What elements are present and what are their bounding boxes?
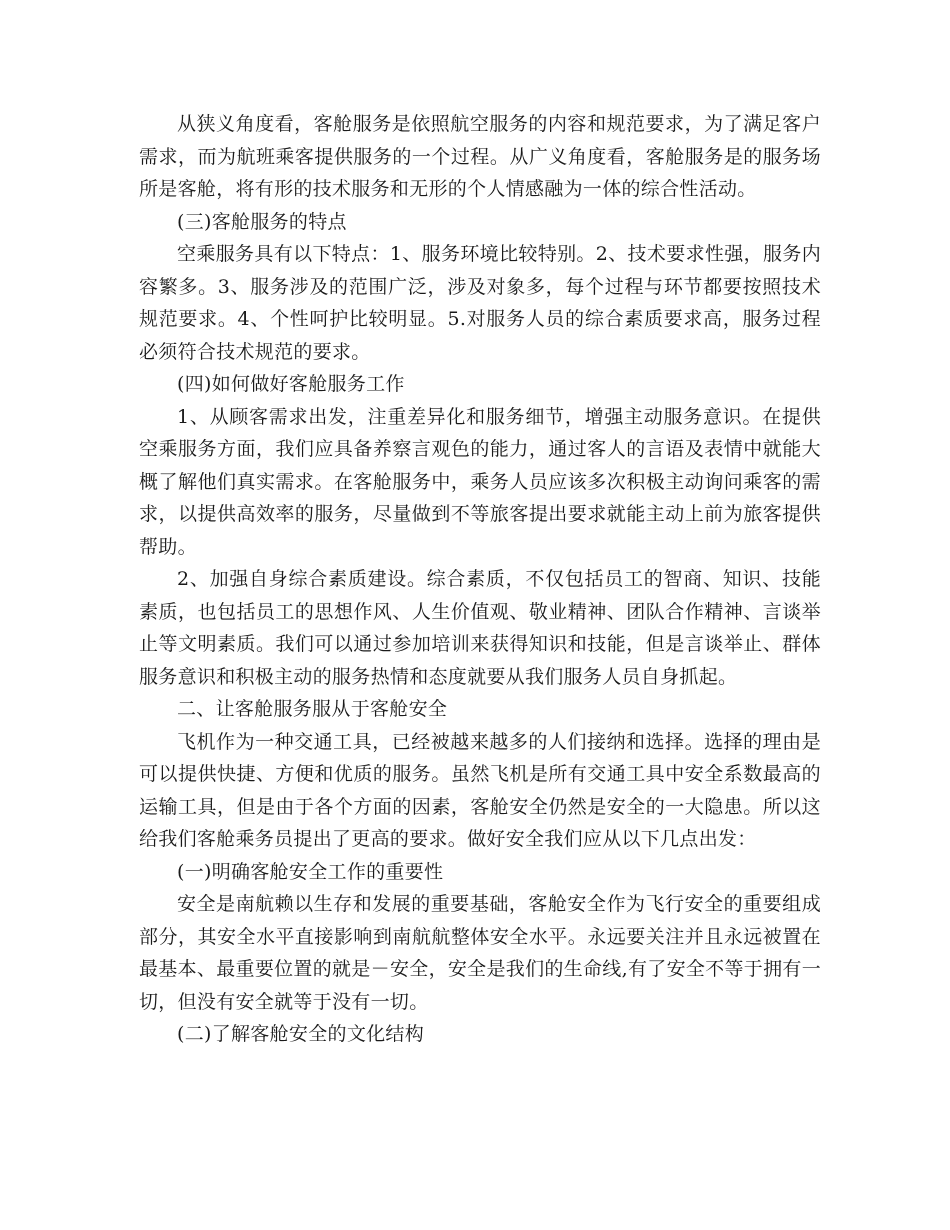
paragraph-overall-quality: 2、加强自身综合素质建设。综合素质，不仅包括员工的智商、知识、技能素质，也包括员工的思想作风、人生价值观、敬业精神、团队合作精神、言谈举止等文明素质。我们可以通过参加培训来获得知识和技能，但是言谈举止、群体服务意识和积极主动的服务热情和态度就要从我们服务人员自身抓起。	[139, 568, 821, 688]
heading-service-safety: 二、让客舱服务服从于客舱安全	[177, 698, 448, 720]
document-page	[139, 108, 821, 1051]
heading-safety-culture: (二)了解客舱安全的文化结构	[177, 1023, 425, 1045]
paragraph-cabin-service-definition: 从狭义角度看，客舱服务是依照航空服务的内容和规范要求，为了满足客户需求，而为航班乘客提供服务的一个过程。从广义角度看，客舱服务是的服务场所是客舱，将有形的技术服务和无形的个人情感融为一体的综合性活动。	[139, 113, 821, 200]
paragraph-service-features: 空乘服务具有以下特点：1、服务环境比较特别。2、技术要求性强，服务内容繁多。3、服务涉及的范围广泛，涉及对象多，每个过程与环节都要按照技术规范要求。4、个性呵护比较明显。5.对服务人员的综合素质要求高，服务过程必须符合技术规范的要求。	[139, 243, 821, 363]
heading-service-features: (三)客舱服务的特点	[177, 210, 347, 233]
heading-how-to-serve: (四)如何做好客舱服务工作	[177, 373, 405, 395]
paragraph-customer-needs: 1、从顾客需求出发，注重差异化和服务细节，增强主动服务意识。在提供空乘服务方面，我们应具备养察言观色的能力，通过客人的言语及表情中就能大概了解他们真实需求。在客舱服务中，乘务人员应该多次积极主动询问乘客的需求，以提供高效率的服务，尽量做到不等旅客提出要求就能主动上前为旅客提供帮助。	[139, 405, 821, 558]
paragraph-aircraft-transport: 飞机作为一种交通工具，已经被越来越多的人们接纳和选择。选择的理由是可以提供快捷、方便和优质的服务。虽然飞机是所有交通工具中安全系数最高的运输工具，但是由于各个方面的因素，客舱安全仍然是安全的一大隐患。所以这给我们客舱乘务员提出了更高的要求。做好安全我们应从以下几点出发：	[139, 730, 821, 850]
paragraph-safety-foundation: 安全是南航赖以生存和发展的重要基础，客舱安全作为飞行安全的重要组成部分，其安全水平直接影响到南航航整体安全水平。永远要关注并且永远被置在最基本、最重要位置的就是－安全，安全是我们的生命线,有了安全不等于拥有一切，但没有安全就等于没有一切。	[139, 893, 821, 1013]
heading-safety-importance: (一)明确客舱安全工作的重要性	[177, 860, 444, 883]
